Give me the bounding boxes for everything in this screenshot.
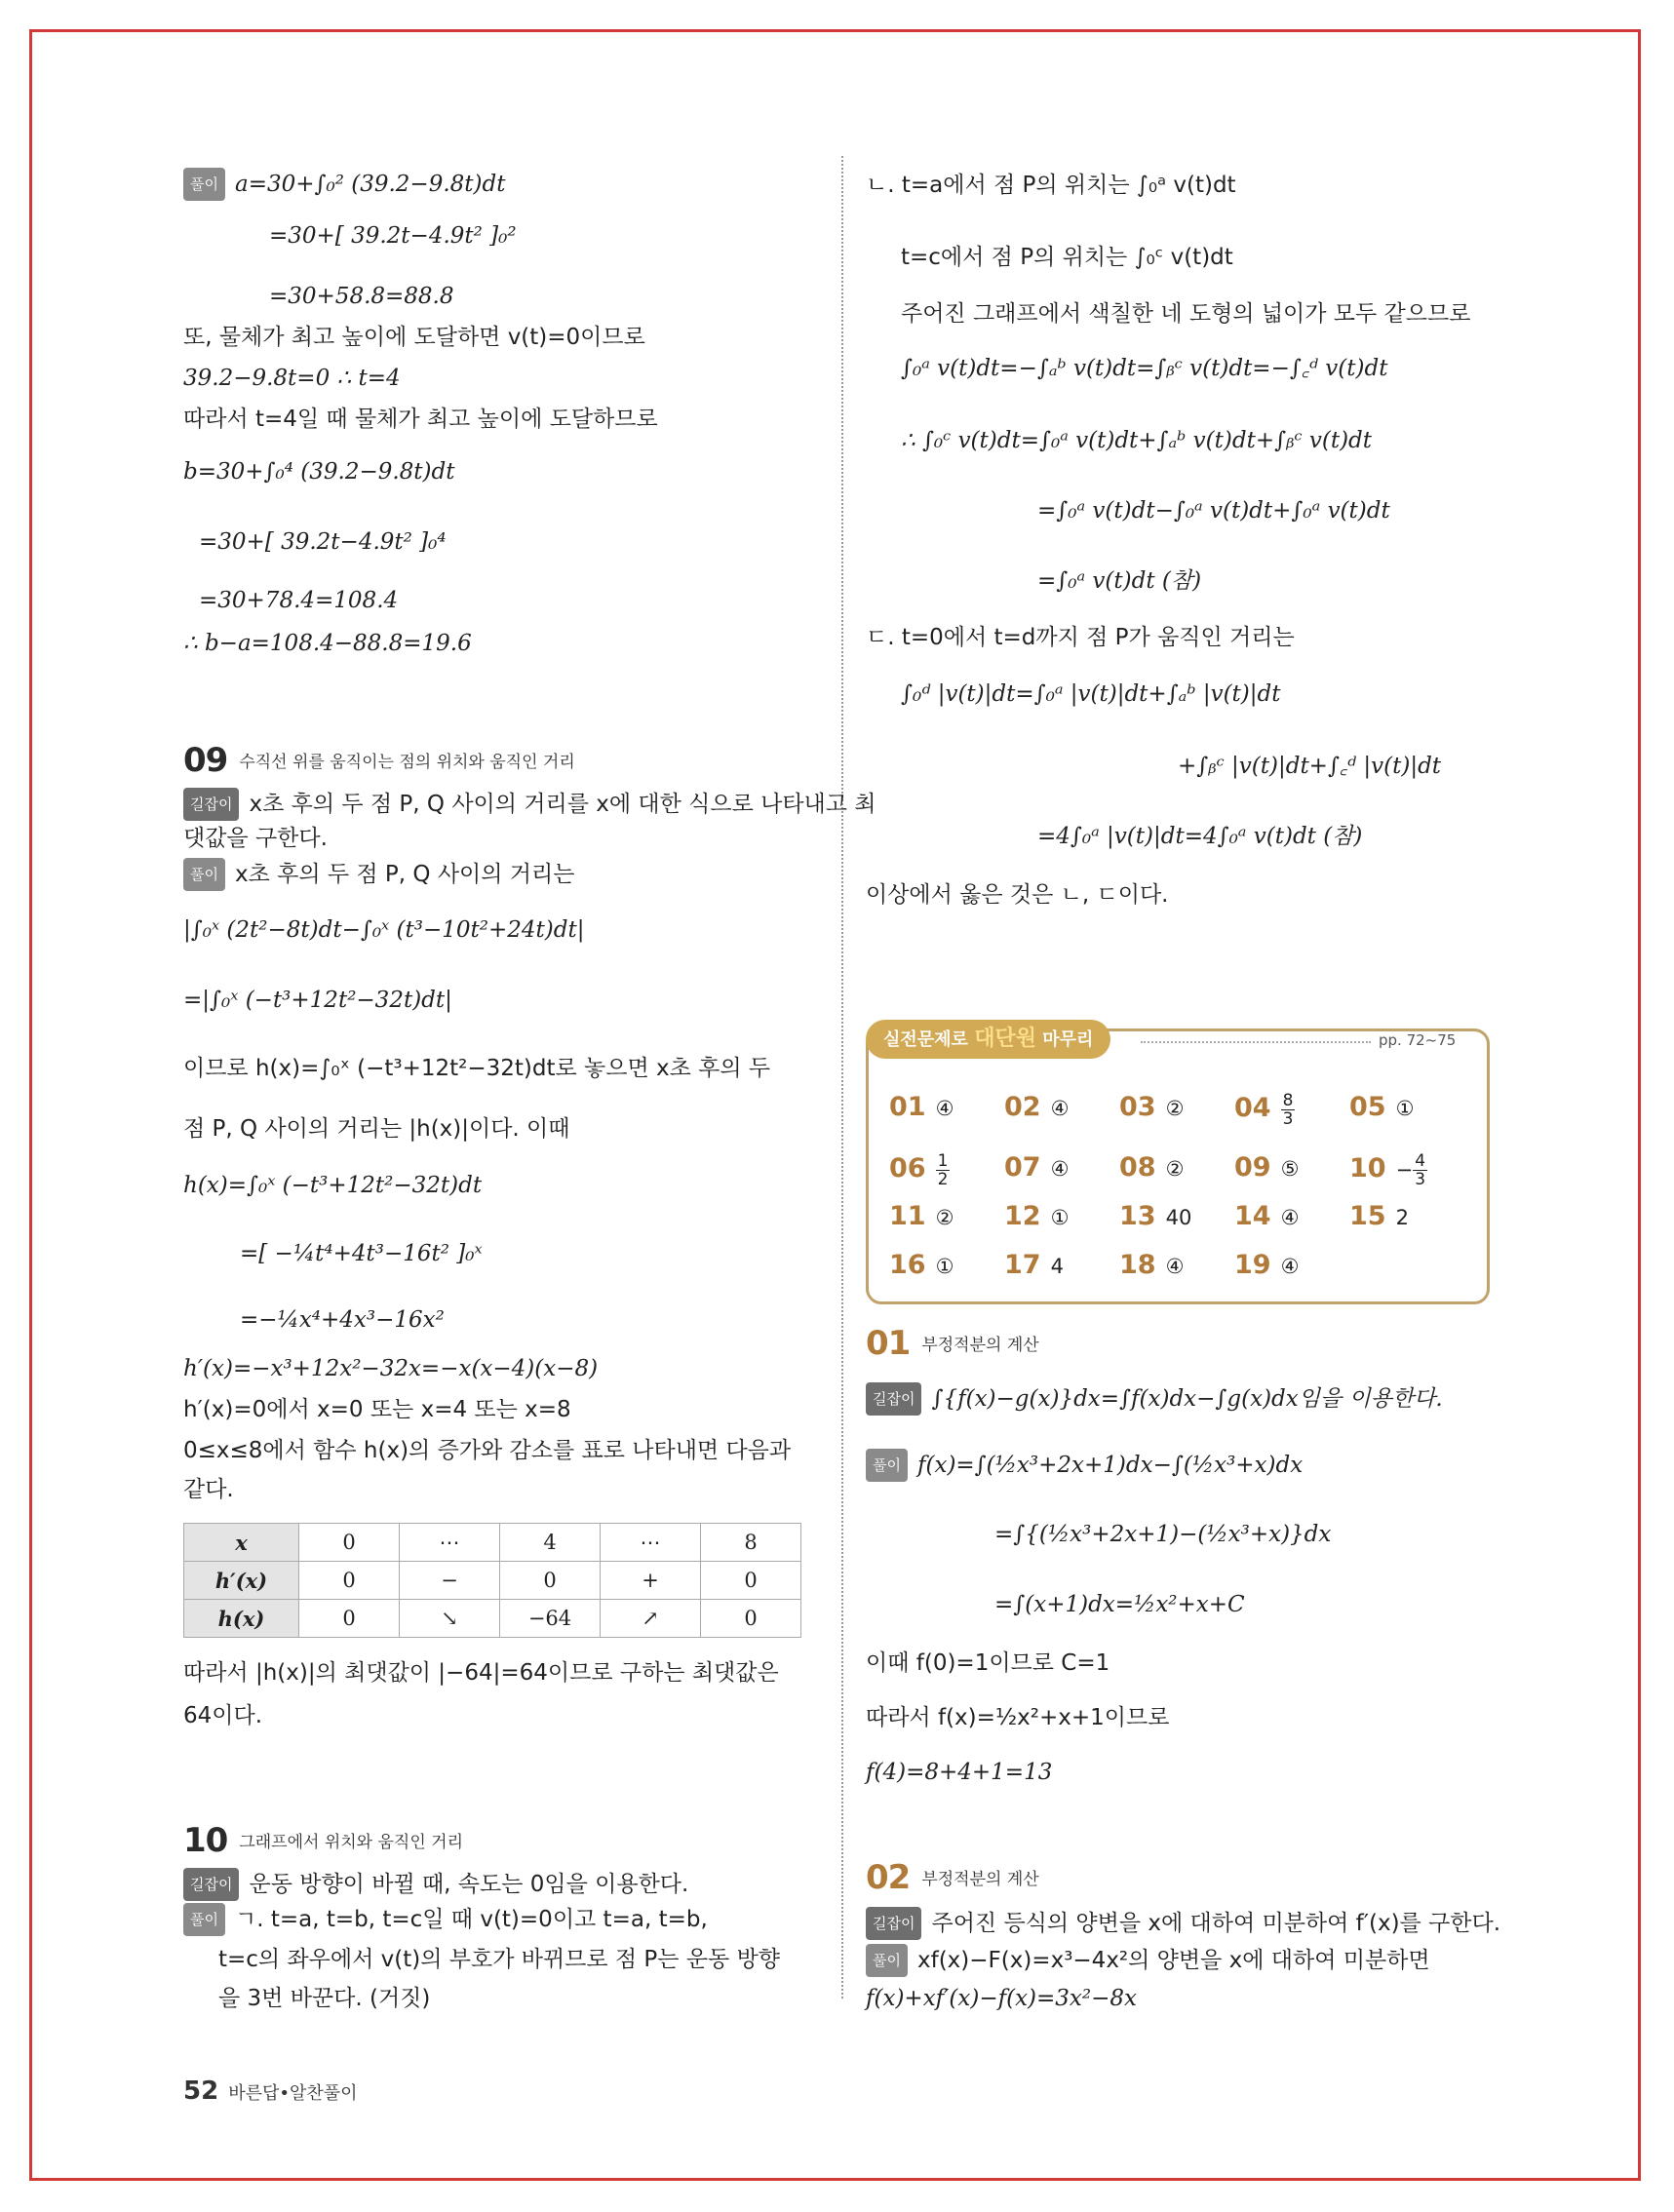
a01-sol-line-4: 이때 f(0)=1이므로 C=1 [866,1650,1110,1676]
answer-number: 01 [889,1092,926,1122]
answer-item-12 [1004,1201,1069,1231]
r-line-2: t=c에서 점 P의 위치는 ∫₀ᶜ v(t)dt [901,245,1233,270]
r-line-9: ∫₀ᵈ |v(t)|dt=∫₀ᵃ |v(t)|dt+∫ₐᵇ |v(t)|dt [901,681,1281,707]
table-cell: 0 [299,1524,400,1562]
r-line-12: 이상에서 옳은 것은 ㄴ, ㄷ이다. [866,882,1169,908]
answer-value: ① [935,1255,954,1278]
a01-sol-line-6: f(4)=8+4+1=13 [866,1760,1053,1785]
table-cell: 0 [299,1562,400,1600]
increase-decrease-table [183,1523,801,1638]
section-a01-header [866,1324,1039,1363]
s09-sol-line-11: 0≤x≤8에서 함수 h(x)의 증가와 감소를 표로 나타내면 다음과 [183,1438,792,1463]
answer-item-04 [1234,1092,1295,1128]
a01-sol-line-2: =∫{(½x³+2x+1)−(½x³+x)}dx [994,1522,1332,1547]
section-a02-header [866,1858,1039,1897]
answer-number: 10 [1349,1152,1386,1184]
s09-key-line-1: 길잡이 x초 후의 두 점 P, Q 사이의 거리를 x에 대한 식으로 나타내고 최 [183,788,876,821]
answer-number: 09 [1234,1152,1271,1183]
solution-badge: 풀이 [866,1449,908,1482]
page-number: 52 [183,2076,219,2106]
answer-item-19 [1234,1250,1299,1280]
answer-item-17 [1004,1250,1064,1280]
answer-item-15 [1349,1201,1409,1231]
answer-item-18 [1119,1250,1184,1280]
a01-sol-line-1: 풀이 f(x)=∫(½x³+2x+1)dx−∫(½x³+x)dx [866,1449,1303,1482]
table-cell: 8 [701,1524,801,1562]
a01-sol-line-3: =∫(x+1)dx=½x²+x+C [994,1592,1245,1617]
sol-line-2: =30+[ 39.2t−4.9t² ]₀² [269,223,517,249]
column-divider [841,156,843,1999]
answer-number: 18 [1119,1250,1156,1280]
answer-value: ① [1395,1097,1415,1120]
answer-value: 2 [1395,1206,1409,1229]
section-a02-number: 02 [866,1858,911,1897]
answer-value: ④ [1280,1206,1300,1229]
answer-value: − $\frac{4}{3}$ [1395,1151,1426,1189]
answer-number: 15 [1349,1201,1386,1231]
answer-value: ④ [1050,1097,1070,1120]
answer-number: 05 [1349,1092,1386,1122]
r-line-3: 주어진 그래프에서 색칠한 네 도형의 넓이가 모두 같으므로 [901,301,1471,327]
solution-badge: 풀이 [866,1944,908,1977]
answer-value: 40 [1165,1206,1192,1229]
table-cell: 4 [500,1524,601,1562]
a01-key-line: 길잡이 ∫{f(x)−g(x)}dx=∫f(x)dx−∫g(x)dx임을 이용한다. [866,1382,1443,1416]
answer-value: ⑤ [1280,1157,1300,1181]
s09-sol-line-12: 같다. [183,1477,234,1502]
answer-item-02 [1004,1092,1069,1122]
sol-line-9: =30+78.4=108.4 [199,588,399,613]
answer-number: 16 [889,1250,926,1280]
s09-sol-line-14: 64이다. [183,1703,263,1728]
section-09-header [183,741,575,780]
section-a02-title: 부정적분의 계산 [921,1870,1039,1889]
answer-number: 02 [1004,1092,1041,1122]
r-line-5: ∴ ∫₀ᶜ v(t)dt=∫₀ᵃ v(t)dt+∫ₐᵇ v(t)dt+∫ᵦᶜ v(t)dt [901,428,1373,453]
answer-item-11 [889,1201,954,1231]
answer-pages: pp. 72~75 [1373,1031,1461,1049]
r-line-10: +∫ᵦᶜ |v(t)|dt+∫꜀ᵈ |v(t)|dt [1178,754,1442,779]
answer-value: ② [935,1206,954,1229]
table-cell: ↗ [601,1600,701,1638]
s09-sol-line-6: h(x)=∫₀ˣ (−t³+12t²−32t)dt [183,1173,483,1198]
answer-item-13 [1119,1201,1191,1231]
table-row [184,1524,801,1562]
answer-value: ④ [1165,1255,1185,1278]
table-head: h′(x) [184,1562,299,1600]
r-line-7: =∫₀ᵃ v(t)dt (참) [1037,568,1202,594]
answer-item-14 [1234,1201,1299,1231]
table-cell: 0 [701,1600,801,1638]
table-head: x [184,1524,299,1562]
table-cell: − [400,1562,500,1600]
answer-number: 04 [1234,1092,1271,1123]
sol-line-10: ∴ b−a=108.4−88.8=19.6 [183,631,472,656]
s09-sol-line-3: =|∫₀ˣ (−t³+12t²−32t)dt| [183,988,452,1013]
answer-value: ② [1165,1157,1185,1181]
table-cell: ⋯ [601,1524,701,1562]
solution-badge: 풀이 [183,858,225,891]
sol-line-1: 풀이 a=30+∫₀² (39.2−9.8t)dt [183,168,505,201]
s09-sol-line-10: h′(x)=0에서 x=0 또는 x=4 또는 x=8 [183,1397,571,1422]
key-badge: 길잡이 [866,1382,921,1416]
answer-item-03 [1119,1092,1184,1122]
s09-key-line-2: 댓값을 구한다. [183,826,328,851]
r-line-4: ∫₀ᵃ v(t)dt=−∫ₐᵇ v(t)dt=∫ᵦᶜ v(t)dt=−∫꜀ᵈ v(t)dt [901,356,1388,381]
answer-number: 03 [1119,1092,1156,1122]
answer-number: 11 [889,1201,926,1231]
answer-number: 19 [1234,1250,1271,1280]
s10-sol-line-1: 풀이 ㄱ. t=a, t=b, t=c일 때 v(t)=0이고 t=a, t=b, [183,1903,708,1936]
key-badge: 길잡이 [183,788,239,821]
answer-item-01 [889,1092,954,1122]
section-a01-title: 부정적분의 계산 [921,1336,1039,1355]
answer-item-16 [889,1250,954,1280]
section-10-title: 그래프에서 위치와 움직인 거리 [239,1833,464,1852]
section-10-header [183,1821,464,1860]
s09-sol-line-9: h′(x)=−x³+12x²−32x=−x(x−4)(x−8) [183,1356,599,1381]
answer-item-08 [1119,1152,1184,1183]
answer-number: 13 [1119,1201,1156,1231]
sol-line-5: 39.2−9.8t=0 ∴ t=4 [183,366,401,391]
s09-sol-line-7: =[ −¼t⁴+4t³−16t² ]₀ˣ [240,1241,483,1266]
sol-line-7: b=30+∫₀⁴ (39.2−9.8t)dt [183,459,455,485]
table-cell: + [601,1562,701,1600]
solution-badge: 풀이 [183,1903,225,1936]
a02-key-line: 길잡이 주어진 등식의 양변을 x에 대하여 미분하여 f′(x)를 구한다. [866,1907,1500,1940]
a02-sol-line-2: f(x)+xf′(x)−f(x)=3x²−8x [866,1986,1137,2011]
key-badge: 길잡이 [183,1868,239,1901]
s10-sol-line-3: 을 3번 바꾼다. (거짓) [218,1986,431,2011]
table-row [184,1562,801,1600]
s09-sol-line-1: 풀이 x초 후의 두 점 P, Q 사이의 거리는 [183,858,574,891]
answer-value: ② [1165,1097,1185,1120]
sol-line-3: =30+58.8=88.8 [269,284,454,309]
answer-item-10 [1349,1152,1427,1188]
answer-number: 12 [1004,1201,1041,1231]
table-cell: 0 [299,1600,400,1638]
section-10-number: 10 [183,1821,228,1860]
table-cell: 0 [500,1562,601,1600]
s09-sol-line-8: =−¼x⁴+4x³−16x² [240,1307,445,1333]
s10-key-line: 길잡이 운동 방향이 바뀔 때, 속도는 0임을 이용한다. [183,1868,688,1901]
answer-item-06 [889,1152,950,1188]
answer-number: 14 [1234,1201,1271,1231]
a01-sol-line-5: 따라서 f(x)=½x²+x+1이므로 [866,1705,1170,1730]
answer-box-title: 실전문제로 대단원 마무리 [866,1020,1110,1059]
a02-sol-line-1: 풀이 xf(x)−F(x)=x³−4x²의 양변을 x에 대하여 미분하면 [866,1944,1430,1977]
solution-badge: 풀이 [183,168,225,201]
answer-item-07 [1004,1152,1069,1183]
s09-sol-line-4: 이므로 h(x)=∫₀ˣ (−t³+12t²−32t)dt로 놓으면 x초 후의 두 [183,1056,771,1081]
s09-sol-line-5: 점 P, Q 사이의 거리는 |h(x)|이다. 이때 [183,1116,570,1142]
answer-item-05 [1349,1092,1414,1122]
r-line-8: ㄷ. t=0에서 t=d까지 점 P가 움직인 거리는 [866,625,1295,650]
answer-value: ④ [935,1097,954,1120]
answer-value: $\frac{1}{2}$ [937,1151,949,1189]
s09-sol-line-13: 따라서 |h(x)|의 최댓값이 |−64|=64이므로 구하는 최댓값은 [183,1660,779,1686]
answer-number: 08 [1119,1152,1156,1183]
sol-line-6: 따라서 t=4일 때 물체가 최고 높이에 도달하므로 [183,407,658,432]
table-head: h(x) [184,1600,299,1638]
answer-dotline [1141,1041,1371,1043]
footer-label: 바른답•알찬풀이 [228,2083,358,2104]
table-cell: ↘ [400,1600,500,1638]
answer-value: ④ [1050,1157,1070,1181]
section-a01-number: 01 [866,1324,911,1363]
answer-value: 4 [1050,1255,1064,1278]
answer-value: ④ [1280,1255,1300,1278]
section-09-number: 09 [183,741,228,780]
s10-sol-line-2: t=c의 좌우에서 v(t)의 부호가 바뀌므로 점 P는 운동 방향 [218,1947,781,1972]
s09-sol-line-2: |∫₀ˣ (2t²−8t)dt−∫₀ˣ (t³−10t²+24t)dt| [183,917,585,943]
r-line-1: ㄴ. t=a에서 점 P의 위치는 ∫₀ᵃ v(t)dt [866,173,1236,198]
r-line-11: =4∫₀ᵃ |v(t)|dt=4∫₀ᵃ v(t)dt (참) [1037,824,1363,849]
answer-number: 06 [889,1152,926,1184]
section-09-title: 수직선 위를 움직이는 점의 위치와 움직인 거리 [239,753,575,772]
answer-item-09 [1234,1152,1299,1183]
answer-value: $\frac{8}{3}$ [1282,1091,1294,1129]
table-row [184,1600,801,1638]
table-cell: 0 [701,1562,801,1600]
answer-value: ① [1050,1206,1070,1229]
page-footer [183,2076,358,2106]
sol-line-8: =30+[ 39.2t−4.9t² ]₀⁴ [199,529,447,555]
key-badge: 길잡이 [866,1907,921,1940]
sol-line-4: 또, 물체가 최고 높이에 도달하면 v(t)=0이므로 [183,325,645,350]
answer-number: 07 [1004,1152,1041,1183]
table-cell: −64 [500,1600,601,1638]
answer-number: 17 [1004,1250,1041,1280]
table-cell: ⋯ [400,1524,500,1562]
r-line-6: =∫₀ᵃ v(t)dt−∫₀ᵃ v(t)dt+∫₀ᵃ v(t)dt [1037,498,1390,524]
